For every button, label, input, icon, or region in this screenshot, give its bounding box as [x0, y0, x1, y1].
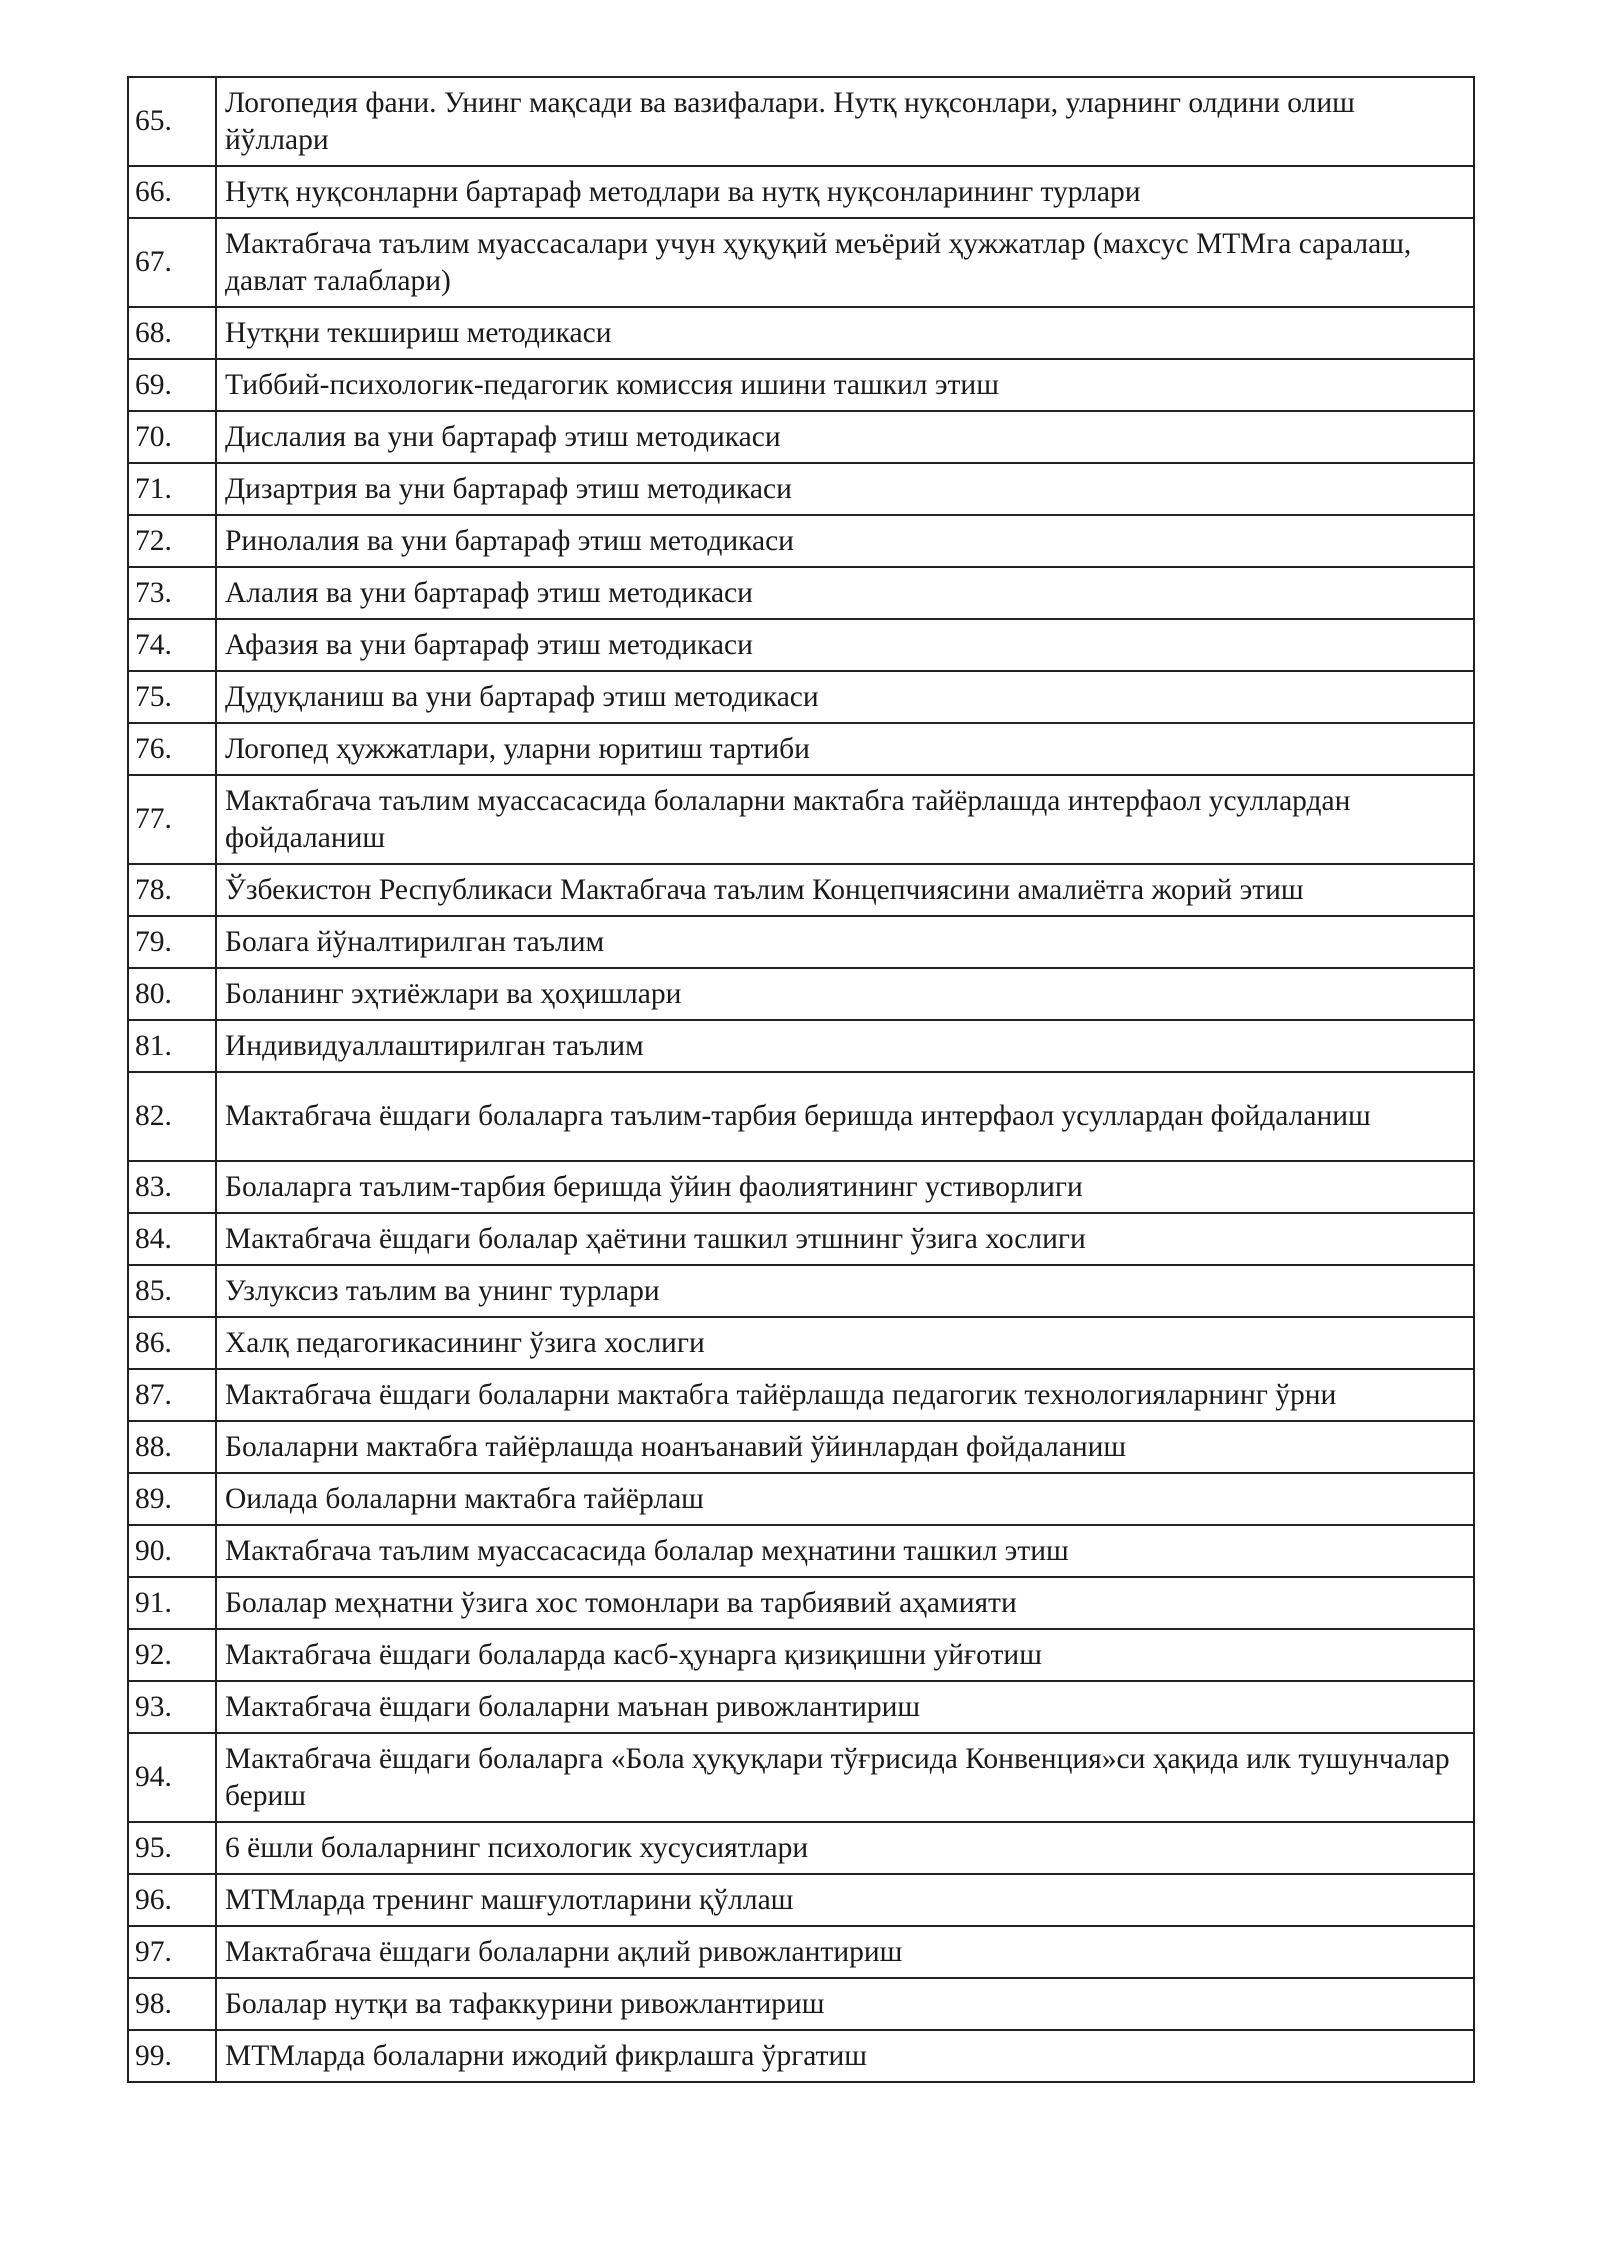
row-number: 71.	[128, 463, 216, 515]
table-row	[128, 1733, 1474, 1822]
topic-text: Мактабгача ёшдаги болалар ҳаётини ташкил этшнинг ўзига хослиги	[216, 1213, 1474, 1265]
row-number: 67.	[128, 218, 216, 307]
table-row	[128, 307, 1474, 359]
table-row	[128, 463, 1474, 515]
table-row	[128, 1978, 1474, 2030]
row-number: 66.	[128, 166, 216, 218]
table-row	[128, 1525, 1474, 1577]
topic-text: 6 ёшли болаларнинг психологик хусусиятлари	[216, 1822, 1474, 1874]
topic-text: Нутқ нуқсонларни бартараф методлари ва нутқ нуқсонларининг турлари	[216, 166, 1474, 218]
topic-text: Мактабгача таълим муассасалари учун ҳуқуқий меъёрий ҳужжатлар (махсус МТМга саралаш, давлат талаблари)	[216, 218, 1474, 307]
table-row	[128, 1577, 1474, 1629]
topic-text: МТМларда тренинг машғулотларини қўллаш	[216, 1874, 1474, 1926]
row-number: 84.	[128, 1213, 216, 1265]
row-number: 78.	[128, 864, 216, 916]
row-number: 73.	[128, 567, 216, 619]
topic-text: Болаларга таълим-тарбия беришда ўйин фаолиятининг устиворлиги	[216, 1161, 1474, 1213]
table-row	[128, 1317, 1474, 1369]
table-row	[128, 1822, 1474, 1874]
topic-text: Мактабгача ёшдаги болаларда касб-ҳунарга қизиқишни уйғотиш	[216, 1629, 1474, 1681]
table-row	[128, 2030, 1474, 2082]
table-row	[128, 775, 1474, 864]
topic-text: Мактабгача ёшдаги болаларга «Бола ҳуқуқлари тўғрисида Конвенция»си ҳақида илк тушунчалар бериш	[216, 1733, 1474, 1822]
row-number: 92.	[128, 1629, 216, 1681]
table-row	[128, 77, 1474, 166]
topic-text: Нутқни текшириш методикаси	[216, 307, 1474, 359]
topic-text: Дислалия ва уни бартараф этиш методикаси	[216, 411, 1474, 463]
table-row	[128, 218, 1474, 307]
row-number: 69.	[128, 359, 216, 411]
table-row	[128, 1629, 1474, 1681]
row-number: 99.	[128, 2030, 216, 2082]
row-number: 72.	[128, 515, 216, 567]
row-number: 76.	[128, 723, 216, 775]
topic-text: Халқ педагогикасининг ўзига хослиги	[216, 1317, 1474, 1369]
row-number: 79.	[128, 916, 216, 968]
table-row	[128, 567, 1474, 619]
topic-text: Тиббий-психологик-педагогик комиссия ишини ташкил этиш	[216, 359, 1474, 411]
table-row	[128, 1926, 1474, 1978]
table-row	[128, 1161, 1474, 1213]
table-row	[128, 671, 1474, 723]
row-number: 81.	[128, 1020, 216, 1072]
table-row	[128, 411, 1474, 463]
row-number: 80.	[128, 968, 216, 1020]
row-number: 97.	[128, 1926, 216, 1978]
table-row	[128, 1473, 1474, 1525]
row-number: 98.	[128, 1978, 216, 2030]
table-row	[128, 515, 1474, 567]
table-row	[128, 166, 1474, 218]
topic-text: Мактабгача таълим муассасасида болаларни мактабга тайёрлашда интерфаол усуллардан фойдаланиш	[216, 775, 1474, 864]
row-number: 68.	[128, 307, 216, 359]
topic-text: Логопедия фани. Унинг мақсади ва вазифалари. Нутқ нуқсонлари, уларнинг олдини олиш йўллари	[216, 77, 1474, 166]
table-row	[128, 1369, 1474, 1421]
topic-text: Мактабгача ёшдаги болаларни ақлий ривожлантириш	[216, 1926, 1474, 1978]
topic-text: Узлуксиз таълим ва унинг турлари	[216, 1265, 1474, 1317]
row-number: 86.	[128, 1317, 216, 1369]
table-row	[128, 1421, 1474, 1473]
topic-text: МТМларда болаларни ижодий фикрлашга ўргатиш	[216, 2030, 1474, 2082]
table-row	[128, 1072, 1474, 1161]
topic-text: Афазия ва уни бартараф этиш методикаси	[216, 619, 1474, 671]
row-number: 85.	[128, 1265, 216, 1317]
row-number: 94.	[128, 1733, 216, 1822]
topic-text: Болага йўналтирилган таълим	[216, 916, 1474, 968]
topic-text: Болалар меҳнатни ўзига хос томонлари ва тарбиявий аҳамияти	[216, 1577, 1474, 1629]
topic-text: Мактабгача таълим муассасасида болалар меҳнатини ташкил этиш	[216, 1525, 1474, 1577]
row-number: 90.	[128, 1525, 216, 1577]
table-row	[128, 359, 1474, 411]
row-number: 95.	[128, 1822, 216, 1874]
table-row	[128, 1213, 1474, 1265]
topics-table-body	[128, 77, 1474, 2082]
row-number: 70.	[128, 411, 216, 463]
table-row	[128, 619, 1474, 671]
topics-table	[127, 76, 1475, 2083]
row-number: 77.	[128, 775, 216, 864]
table-row	[128, 916, 1474, 968]
row-number: 65.	[128, 77, 216, 166]
table-row	[128, 968, 1474, 1020]
table-row	[128, 864, 1474, 916]
topic-text: Болаларни мактабга тайёрлашда ноанъанавий ўйинлардан фойдаланиш	[216, 1421, 1474, 1473]
row-number: 75.	[128, 671, 216, 723]
row-number: 91.	[128, 1577, 216, 1629]
topic-text: Мактабгача ёшдаги болаларни маънан ривожлантириш	[216, 1681, 1474, 1733]
topic-text: Алалия ва уни бартараф этиш методикаси	[216, 567, 1474, 619]
topic-text: Боланинг эҳтиёжлари ва ҳоҳишлари	[216, 968, 1474, 1020]
table-row	[128, 1874, 1474, 1926]
topic-text: Болалар нутқи ва тафаккурини ривожлантириш	[216, 1978, 1474, 2030]
topic-text: Дизартрия ва уни бартараф этиш методикаси	[216, 463, 1474, 515]
topic-text: Логопед ҳужжатлари, уларни юритиш тартиби	[216, 723, 1474, 775]
topic-text: Дудуқланиш ва уни бартараф этиш методикаси	[216, 671, 1474, 723]
topic-text: Ринолалия ва уни бартараф этиш методикаси	[216, 515, 1474, 567]
table-row	[128, 723, 1474, 775]
topic-text: Ўзбекистон Республикаси Мактабгача таълим Концепчиясини амалиётга жорий этиш	[216, 864, 1474, 916]
row-number: 96.	[128, 1874, 216, 1926]
topic-text: Оилада болаларни мактабга тайёрлаш	[216, 1473, 1474, 1525]
table-row	[128, 1265, 1474, 1317]
row-number: 87.	[128, 1369, 216, 1421]
row-number: 88.	[128, 1421, 216, 1473]
table-row	[128, 1681, 1474, 1733]
row-number: 89.	[128, 1473, 216, 1525]
topic-text: Мактабгача ёшдаги болаларни мактабга тайёрлашда педагогик технологияларнинг ўрни	[216, 1369, 1474, 1421]
table-row	[128, 1020, 1474, 1072]
row-number: 82.	[128, 1072, 216, 1161]
topic-text: Мактабгача ёшдаги болаларга таълим-тарбия беришда интерфаол усуллардан фойдаланиш	[216, 1072, 1474, 1161]
row-number: 83.	[128, 1161, 216, 1213]
row-number: 74.	[128, 619, 216, 671]
topic-text: Индивидуаллаштирилган таълим	[216, 1020, 1474, 1072]
row-number: 93.	[128, 1681, 216, 1733]
